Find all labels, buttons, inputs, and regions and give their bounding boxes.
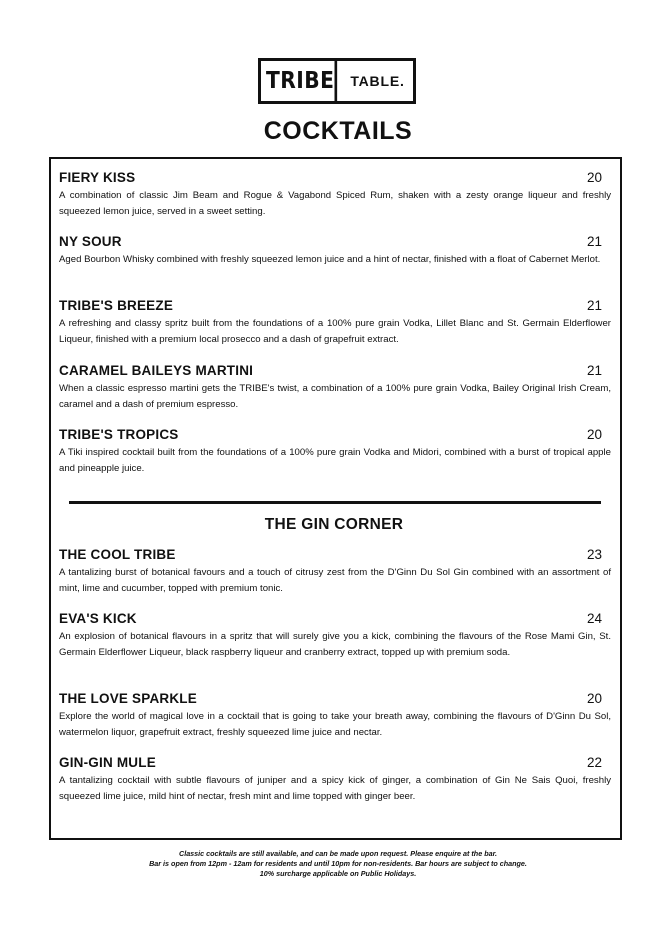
menu-item-the-love-sparkle: [59, 691, 613, 741]
tribe-table-logo: [258, 58, 416, 104]
item-name: NY SOUR: [59, 234, 122, 249]
gin-corner-heading: THE GIN CORNER: [264, 516, 404, 533]
item-price: 23: [586, 547, 602, 562]
section-divider: [69, 501, 601, 504]
item-name: EVA'S KICK: [59, 611, 137, 626]
item-description: A tantalizing cocktail with subtle flavours of juniper and a spicy kick of ginger, a combination of Gin Ne Sais Quoi, freshly squeezed lime juice, mild hint of nectar, fresh mint and lime topped with ginger beer.: [59, 775, 611, 802]
item-price: 21: [586, 363, 602, 378]
item-price: 20: [586, 427, 602, 442]
footer-line: 10% surcharge applicable on Public Holidays.: [259, 869, 417, 878]
item-name: FIERY KISS: [59, 170, 136, 185]
item-price: 24: [586, 611, 602, 626]
item-description: A combination of classic Jim Beam and Rogue & Vagabond Spiced Rum, shaken with a zesty orange liqueur and freshly squeezed lemon juice, served in a sweet setting.: [59, 190, 611, 217]
item-name: THE LOVE SPARKLE: [59, 691, 197, 706]
item-description: Aged Bourbon Whisky combined with freshly squeezed lemon juice and a hint of nectar, finished with a float of Cabernet Merlot.: [59, 254, 601, 265]
footer-line: Classic cocktails are still available, and can be made upon request. Please enquire at the bar.: [179, 849, 497, 858]
item-description: When a classic espresso martini gets the TRIBE's twist, a combination of a 100% pure grain Vodka, Bailey Original Irish Cream, caramel and a dash of premium espresso.: [59, 383, 611, 410]
item-description: A Tiki inspired cocktail built from the foundations of a 100% pure grain Vodka and Midori, combined with a burst of tropical apple and pineapple juice.: [59, 447, 611, 474]
item-description: An explosion of botanical flavours in a spritz that will surely give you a kick, combining the flavours of the Rose Mami Gin, St. Germain Elderflower Liqueur, black raspberry liqueur and cranberry extract, topped up with premium soda.: [59, 631, 611, 658]
logo-tribe-text: TRIBE: [266, 61, 337, 101]
item-description: A tantalizing burst of botanical favours and a touch of citrusy zest from the D'Ginn Du Sol Gin combined with an assortment of mint, lime and cucumber, topped with premium tonic.: [59, 567, 611, 594]
item-price: 20: [586, 170, 602, 185]
footer-notes: [0, 849, 665, 879]
menu-item-ny-sour: [59, 234, 613, 268]
item-name: TRIBE'S BREEZE: [59, 298, 174, 313]
menu-item-caramel-baileys-martini: [59, 363, 613, 413]
item-description: Explore the world of magical love in a cocktail that is going to take your breath away, combining the flavours of D'Ginn Du Sol, watermelon liquor, grapefruit extract, freshly squeezed lime juice and nectar.: [59, 711, 611, 738]
item-price: 21: [586, 298, 602, 313]
logo-table-text: TABLE.: [350, 73, 405, 89]
page-title: COCKTAILS: [263, 117, 413, 145]
item-name: THE COOL TRIBE: [59, 547, 176, 562]
menu-item-evas-kick: [59, 611, 613, 661]
item-price: 20: [586, 691, 602, 706]
item-name: GIN-GIN MULE: [59, 755, 156, 770]
item-description: A refreshing and classy spritz built from the foundations of a 100% pure grain Vodka, Lillet Blanc and St. Germain Elderflower Liqueur, finished with a premium local prosecco and a dash of grapefruit extract.: [59, 318, 611, 345]
menu-item-tribes-tropics: [59, 427, 613, 477]
item-name: CARAMEL BAILEYS MARTINI: [59, 363, 254, 378]
menu-item-fiery-kiss: [59, 170, 613, 220]
footer-line: Bar is open from 12pm - 12am for residents and until 10pm for non-residents. Bar hours are subject to change.: [149, 859, 527, 868]
item-name: TRIBE'S TROPICS: [59, 427, 179, 442]
menu-item-gin-gin-mule: [59, 755, 613, 805]
item-price: 21: [586, 234, 602, 249]
item-price: 22: [586, 755, 602, 770]
menu-item-the-cool-tribe: [59, 547, 613, 597]
menu-item-tribes-breeze: [59, 298, 613, 348]
